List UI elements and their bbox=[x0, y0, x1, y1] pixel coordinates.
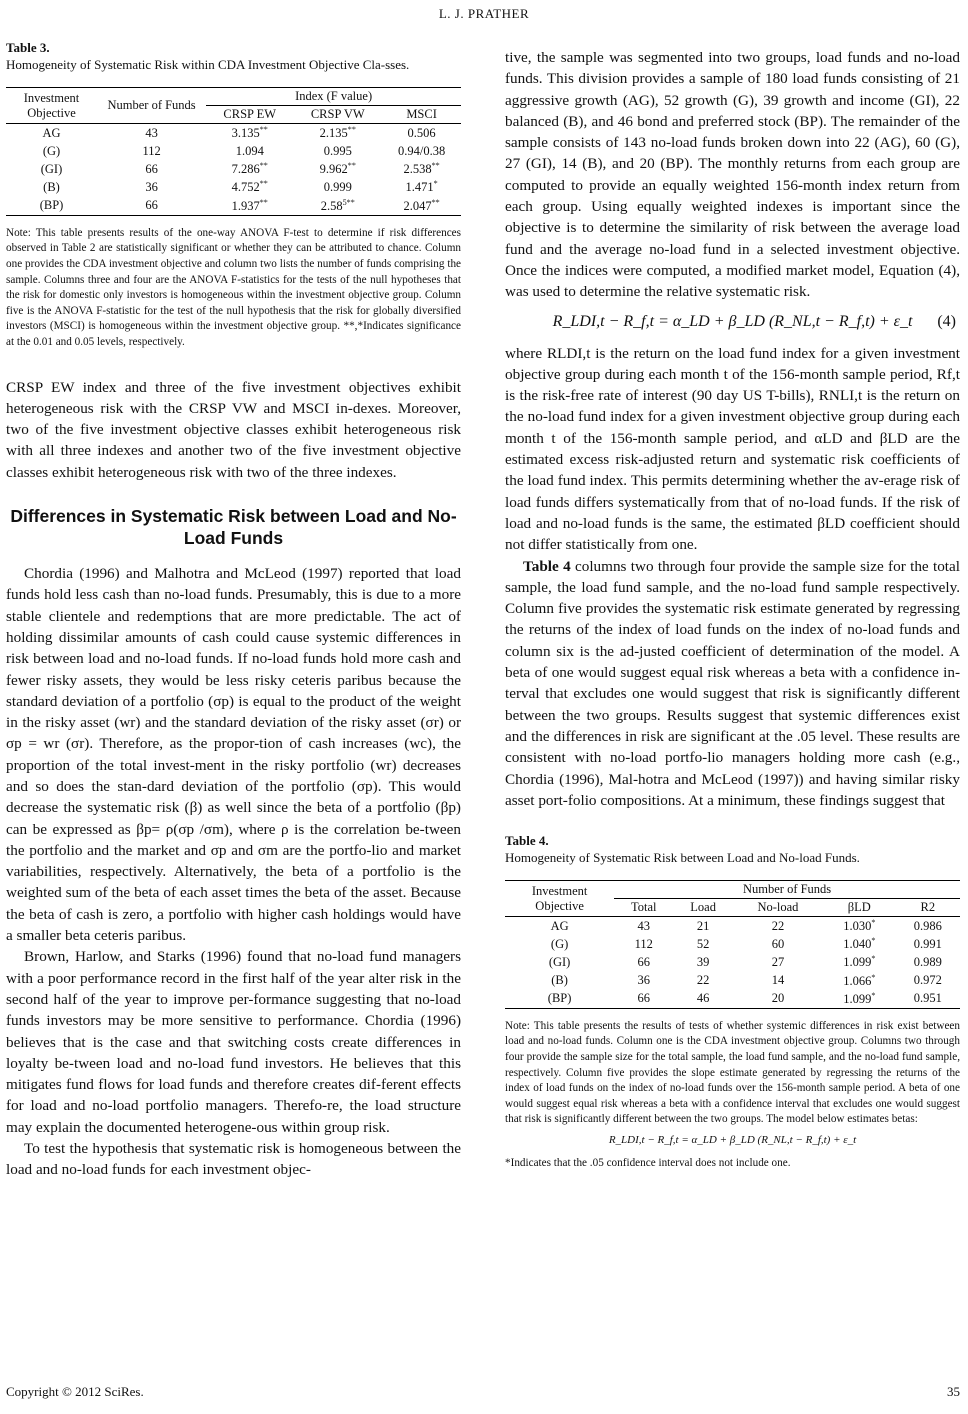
table3-note: Note: This table presents results of the one-way ANOVA F-test to determine if risk differences observed in Table 2 are statistically significant or whether they can be attributed to chance. Column one provides the CDA investment objective and column two lists the number of funds comprising the sample. Columns three and four are the ANOVA F-statistics for the tests of the null hypotheses that the risk for domestic only investors is homogeneous within the investment objective group. Column five is the ANOVA F-statistic for the test of the null hypothesis that the risk for globally diversified investors (MSCI) is homogeneous within the investment objective group. **,*Indicates significance at the 0.01 and 0.05 levels, respectively. bbox=[6, 226, 461, 348]
table4-cell-r2-value: 0.951 bbox=[913, 991, 942, 1006]
table4-row bbox=[505, 953, 960, 971]
table4-col-group: Number of Funds bbox=[614, 881, 960, 899]
table3-cell-ew-significance: ** bbox=[259, 125, 268, 134]
table4-col-r2: R2 bbox=[920, 900, 936, 915]
table4-cell-total-value: 43 bbox=[637, 918, 651, 933]
table3-cell-ew bbox=[206, 142, 293, 160]
table3-row bbox=[6, 142, 461, 160]
table3-cell-msci-value: 1.471 bbox=[405, 180, 434, 195]
table4-cell-r2 bbox=[896, 917, 960, 936]
table3-cell-funds bbox=[97, 197, 206, 216]
table3-cell-vw-value: 2.58 bbox=[320, 198, 343, 213]
table3-cell-objective bbox=[6, 124, 97, 143]
table4-row bbox=[505, 935, 960, 953]
table3-cell-objective bbox=[6, 178, 97, 196]
table3-cell-vw bbox=[293, 197, 382, 216]
table3-cell-objective-value: (B) bbox=[43, 180, 60, 195]
table4-title: Homogeneity of Systematic Risk between Load and No-load Funds. bbox=[505, 850, 860, 866]
table4-cell-r2-value: 0.989 bbox=[913, 954, 942, 969]
table3-title: Homogeneity of Systematic Risk within CDA Investment Objective Cla-sses. bbox=[6, 57, 410, 72]
table4 bbox=[505, 880, 960, 1009]
table4-cell-total-value: 66 bbox=[637, 954, 651, 969]
table4-cell-total-value: 112 bbox=[634, 936, 653, 951]
table4-footnote: *Indicates that the .05 confidence interval does not include one. bbox=[505, 1157, 791, 1170]
table3-cell-vw-value: 2.135 bbox=[319, 126, 348, 141]
table4-cell-beta bbox=[823, 990, 896, 1009]
table4-cell-objective-value: (GI) bbox=[548, 954, 571, 969]
table4-cell-objective bbox=[505, 953, 614, 971]
table3-row bbox=[6, 160, 461, 178]
table3-cell-vw-significance: 5** bbox=[342, 197, 355, 207]
table4-cell-beta-value: 1.066 bbox=[843, 973, 872, 988]
table3-cell-ew-significance: ** bbox=[259, 161, 268, 171]
left-paragraph-2: Chordia (1996) and Malhotra and McLeod (1997) reported that load funds hold less cash than no-load funds. Presumably, this is due to a more stable clientele and redemptions that are more predictable. The act of holding dissimilar amounts of cash could cause systemic differences in risk between load and no-load funds. If no-load funds hold more cash and fewer risky assets, they would be less risky ceteris paribus because the standard deviation of a portfolio (σp) is equal to the product of the weight in the risky asset (wr) and the standard deviation of the risky asset (σr) or σp = wr (σr). Therefore, as the propor-tion of cash increases (wc), the proportion of the total invest-ment in the risky portfolio (wr) decreases and so does the stan-dard deviation of the portfolio (σp). This would decrease the systematic risk (β) as well since the beta of a portfolio (βp) can be expressed as βp= ρ(σp /σm), where ρ is the correlation be-tween the portfolio and the market and σp and σm are the portfo-lio and market variabilities, respectively. Alternatively, the beta of a portfolio is the weighted sum of the beta of each asset times the beta of the asset. Because the beta of cash is zero, a portfolio with higher cash holdings would have a smaller beta ceteris paribus. bbox=[6, 565, 461, 945]
table4-col-total: Total bbox=[631, 900, 657, 915]
table3-cell-objective bbox=[6, 160, 97, 178]
table4-cell-load bbox=[673, 917, 733, 936]
table4-cell-objective-value: (BP) bbox=[547, 991, 572, 1006]
table3-cell-vw-value: 0.999 bbox=[323, 180, 352, 195]
running-header: L. J. PRATHER bbox=[438, 6, 530, 21]
table3-cell-objective-value: (G) bbox=[42, 143, 61, 158]
copyright: Copyright © 2012 SciRes. bbox=[6, 1384, 144, 1399]
table4-cell-beta-value: 1.040 bbox=[843, 937, 872, 952]
section-heading: Differences in Systematic Risk between Load and No-Load Funds bbox=[10, 506, 457, 549]
right-paragraph-3 bbox=[505, 556, 960, 812]
table3-cell-vw bbox=[293, 124, 382, 143]
table3-cell-ew-value: 7.286 bbox=[231, 162, 260, 177]
table4-cell-load-value: 46 bbox=[696, 991, 710, 1006]
right-paragraph-1: tive, the sample was segmented into two groups, load funds and no-load funds. This division provides a sample of 180 load funds consisting of 21 aggressive growth (AG), 52 growth (G), 39 growth and income (GI), 22 balanced (B), and 46 bond and preferred stock (BP). The remainder of the sample consists of 143 no-load funds broken down into 22 (AG), 60 (G), 27 (GI), 14 (B), and 20 (BP). The monthly returns from each group are computed to provide an equally weighted 156-month index return from each group. Using equally weighted indexes is important since the objective is to determine the similarity of risk between the average load fund and the average no-load fund in a selected investment objective. Once the indices were computed, a modified market model, Equation (4), was used to determine the relative systematic risk. bbox=[505, 49, 960, 301]
table4-col-noload: No-load bbox=[757, 900, 799, 915]
table4-cell-beta-significance: * bbox=[871, 936, 876, 946]
table4-cell-beta bbox=[823, 935, 896, 953]
left-column bbox=[6, 40, 461, 1181]
table4-row bbox=[505, 972, 960, 990]
table4-cell-total-value: 36 bbox=[637, 973, 651, 988]
table3-row bbox=[6, 124, 461, 143]
table4-cell-r2 bbox=[896, 953, 960, 971]
table4-label: Table 4. bbox=[505, 833, 549, 849]
table4-cell-load bbox=[673, 972, 733, 990]
table3-cell-ew-value: 1.094 bbox=[235, 144, 264, 159]
page-number: 35 bbox=[947, 1384, 960, 1399]
table3-col-vw: CRSP VW bbox=[310, 107, 365, 121]
table4-cell-total bbox=[614, 972, 673, 990]
table4-cell-beta-significance: * bbox=[871, 972, 876, 982]
table4-cell-objective-value: AG bbox=[550, 918, 569, 933]
table3-cell-msci bbox=[382, 197, 461, 216]
table3-cell-ew bbox=[206, 178, 293, 196]
table4-cell-noload-value: 27 bbox=[771, 954, 785, 969]
table3-cell-vw bbox=[293, 142, 382, 160]
table4-cell-load bbox=[673, 953, 733, 971]
table3-cell-funds-value: 36 bbox=[145, 180, 158, 195]
table4-cell-total bbox=[614, 953, 673, 971]
table3-cell-ew bbox=[206, 197, 293, 216]
table3-cell-msci-value: 2.538 bbox=[403, 162, 432, 177]
table4-cell-noload-value: 14 bbox=[771, 973, 785, 988]
table4-cell-beta bbox=[823, 953, 896, 971]
table3-cell-vw-significance: ** bbox=[347, 161, 356, 171]
table3-cell-msci bbox=[382, 142, 461, 160]
table3-cell-msci-significance: ** bbox=[431, 197, 440, 207]
table3-cell-vw bbox=[293, 160, 382, 178]
table4-cell-load-value: 22 bbox=[696, 973, 710, 988]
table4-cell-beta-value: 1.099 bbox=[843, 991, 872, 1006]
right-column bbox=[505, 47, 960, 1172]
table3-cell-msci bbox=[382, 160, 461, 178]
table4-cell-objective-value: (G) bbox=[550, 936, 569, 951]
table4-cell-objective bbox=[505, 935, 614, 953]
table3-cell-objective-value: (BP) bbox=[39, 198, 64, 213]
table3-cell-ew-value: 4.752 bbox=[231, 180, 260, 195]
table4-cell-r2-value: 0.991 bbox=[913, 936, 942, 951]
table4-cell-load-value: 39 bbox=[696, 954, 710, 969]
table3-cell-funds-value: 43 bbox=[145, 125, 158, 140]
table3-col-index-group: Index (F value) bbox=[206, 88, 461, 106]
table4-cell-objective bbox=[505, 972, 614, 990]
table4-cell-noload-value: 22 bbox=[771, 918, 785, 933]
table3-cell-ew-significance: ** bbox=[259, 197, 268, 207]
table4-cell-beta-significance: * bbox=[871, 990, 876, 1000]
table3-cell-msci-value: 2.047 bbox=[403, 198, 432, 213]
left-paragraph-1: CRSP EW index and three of the five investment objectives exhibit heterogeneous risk with the CRSP VW and MSCI in-dexes. Moreover, two of the five investment objective classes exhibit heterogeneous risk with all three indexes and another two of the five investment objective classes exhibit heterogeneous risk with two of the three indexes. bbox=[6, 378, 461, 481]
equation-4 bbox=[505, 313, 960, 331]
table3-cell-msci-value: 0.94/0.38 bbox=[397, 144, 446, 159]
table3-cell-funds bbox=[97, 178, 206, 196]
table3-cell-ew bbox=[206, 124, 293, 143]
table4-cell-beta-significance: * bbox=[871, 918, 876, 928]
right-paragraph-3-text: columns two through four provide the sample size for the total sample, the load fund sample, and the no-load fund sample respectively. Column five provides the systematic risk estimate generated by regressing the returns of the index of load funds on the index of no-load funds and column six is the ad-justed coefficient of determination of the model. A beta of one would suggest equal risk whereas a beta with a confidence in-terval that excludes one would suggest that risk is significantly different between the two groups. Results suggest that systemic differences exist and the differences in risk are significant at the .05 level. These results are consistent with no-load portfo-lio managers holding more cash (e.g., Chordia (1996), Mal-hotra and McLeod (1997)) and having similar risky asset port-folio compositions. At a minimum, these findings suggest that bbox=[505, 557, 960, 809]
table3-cell-funds bbox=[97, 124, 206, 143]
table4-cell-noload-value: 20 bbox=[771, 991, 785, 1006]
table3-cell-vw bbox=[293, 178, 382, 196]
table4-equation: R_LDI,t − R_f,t = α_LD + β_LD (R_NL,t − R_f,t) + ε_t bbox=[608, 1134, 857, 1147]
table3 bbox=[6, 87, 461, 216]
table3-cell-funds-value: 112 bbox=[142, 143, 161, 158]
table3-cell-funds bbox=[97, 160, 206, 178]
table3-cell-msci bbox=[382, 124, 461, 143]
table4-cell-load bbox=[673, 935, 733, 953]
table3-cell-vw-value: 0.995 bbox=[323, 144, 352, 159]
table3-cell-msci-value: 0.506 bbox=[407, 126, 436, 141]
equation-4-number: (4) bbox=[937, 312, 956, 330]
table3-cell-ew bbox=[206, 160, 293, 178]
table4-row bbox=[505, 990, 960, 1009]
table3-cell-vw-value: 9.962 bbox=[319, 162, 348, 177]
table4-cell-beta-value: 1.099 bbox=[843, 955, 872, 970]
left-paragraph-3: Brown, Harlow, and Starks (1996) found that no-load fund managers with a poor performance record in the first half of the year alter risk in the second half of the year to improve per-formance suggesting that no-load funds investors may be more sensitive to performance. Chordia (1996) believes that is the case and that switching costs create differences in loyalty be-tween load and no-load fund investors. He believes that this mitigates fund flows for load funds and therefore creates dif-ferent effects for load and no-load portfolio managers. Therefo-re, the load structure may explain the documented heterogene-ous within group risk. bbox=[6, 948, 461, 1136]
table3-label: Table 3. bbox=[6, 40, 50, 55]
table4-cell-objective bbox=[505, 990, 614, 1009]
table4-cell-total bbox=[614, 917, 673, 936]
table4-cell-total bbox=[614, 935, 673, 953]
table4-cell-load-value: 52 bbox=[696, 936, 710, 951]
table4-cell-objective-value: (B) bbox=[551, 973, 568, 988]
table4-cell-beta bbox=[823, 972, 896, 990]
table3-cell-vw-significance: ** bbox=[347, 125, 356, 134]
left-paragraph-4: To test the hypothesis that systematic risk is homogeneous between the load and no-load funds for each investment objec- bbox=[6, 1140, 461, 1179]
table3-col-ew: CRSP EW bbox=[223, 107, 277, 121]
table4-cell-r2-value: 0.972 bbox=[913, 973, 942, 988]
table3-cell-msci-significance: * bbox=[433, 179, 438, 189]
table3-cell-objective bbox=[6, 197, 97, 216]
table3-cell-funds bbox=[97, 142, 206, 160]
table3-cell-objective bbox=[6, 142, 97, 160]
table3-cell-msci-significance: ** bbox=[431, 161, 440, 171]
table4-cell-beta-significance: * bbox=[871, 954, 876, 964]
table4-cell-total bbox=[614, 990, 673, 1009]
table4-col-objective: Investment Objective bbox=[505, 881, 614, 917]
table3-cell-funds-value: 66 bbox=[145, 198, 158, 213]
table4-cell-beta-value: 1.030 bbox=[843, 919, 872, 934]
table4-cell-total-value: 66 bbox=[637, 991, 651, 1006]
table4-cell-beta bbox=[823, 917, 896, 936]
table3-cell-ew-value: 1.937 bbox=[231, 198, 260, 213]
table3-cell-ew-significance: ** bbox=[259, 179, 268, 189]
table3-cell-objective-value: (GI) bbox=[40, 161, 63, 176]
table4-cell-load-value: 21 bbox=[696, 918, 710, 933]
table4-note: Note: This table presents the results of tests of whether systemic differences in risk exist between load and no-load funds. Column one is the CDA investment objective group. Columns two through four provide the sample size for the total sample, the load fund sample, and the no-load fund sample, respectively. Column five provides the slope estimate generated by regressing the returns of the index of load funds on the index of no-load funds over the 156-month sample period. A beta of one would suggest equal risk whereas a beta with a confidence interval that excludes one would suggest that risk is significantly different between the two groups. The model below estimates betas: bbox=[505, 1019, 960, 1126]
right-paragraph-2: where RLDI,t is the return on the load fund index for a given investment objective group during each month t of the 156-month sample period, Rf,t is the risk-free rate of interest (90 day US T-bills), RNLI,t is the return on the no-load fund index for a given investment objective group during each month t of the 156-month sample period, and αLD and βLD are the estimated excess risk-adjusted return and systematic risk coefficients of the load fund index. This permits determining whether the av-erage risk of load funds differs systematically from that of no-load funds. If the risk of load and no-load funds is the same, the estimated βLD coefficient should not differ statistically from one. bbox=[505, 344, 960, 554]
table3-col-funds: Number of Funds bbox=[97, 88, 206, 124]
table4-cell-r2-value: 0.986 bbox=[913, 918, 942, 933]
table4-col-load: Load bbox=[690, 900, 716, 915]
table4-cell-noload-value: 60 bbox=[771, 936, 785, 951]
table4-cell-noload bbox=[733, 953, 823, 971]
table4-cell-r2 bbox=[896, 990, 960, 1009]
table4-cell-noload bbox=[733, 972, 823, 990]
table4-row bbox=[505, 917, 960, 936]
table3-cell-funds-value: 66 bbox=[145, 161, 158, 176]
table4-cell-noload bbox=[733, 917, 823, 936]
equation-4-body: R_LDI,t − R_f,t = α_LD + β_LD (R_NL,t − R_f,t) + ε_t bbox=[552, 312, 913, 330]
table3-col-objective: Investment Objective bbox=[6, 88, 97, 124]
table4-cell-load bbox=[673, 990, 733, 1009]
table4-cell-noload bbox=[733, 990, 823, 1009]
table3-cell-objective-value: AG bbox=[42, 125, 61, 140]
table4-cell-objective bbox=[505, 917, 614, 936]
table3-row bbox=[6, 178, 461, 196]
table4-cell-r2 bbox=[896, 972, 960, 990]
table4-cell-noload bbox=[733, 935, 823, 953]
table3-cell-ew-value: 3.135 bbox=[231, 126, 260, 141]
table4-col-beta: βLD bbox=[847, 900, 871, 915]
table3-col-msci: MSCI bbox=[406, 107, 437, 121]
table4-reference: Table 4 bbox=[523, 557, 571, 575]
table3-row bbox=[6, 197, 461, 216]
table3-cell-msci bbox=[382, 178, 461, 196]
table4-cell-r2 bbox=[896, 935, 960, 953]
